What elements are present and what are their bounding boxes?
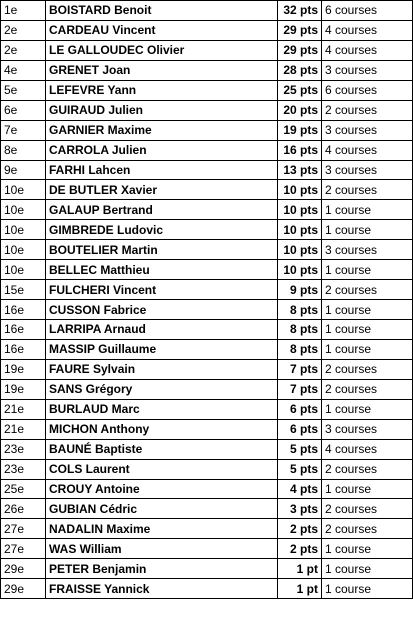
rank-cell: 7e — [1, 120, 46, 140]
name-cell: BELLEC Matthieu — [46, 260, 278, 280]
name-cell: PETER Benjamin — [46, 559, 278, 579]
races-cell: 1 course — [322, 579, 413, 599]
races-cell: 1 course — [322, 300, 413, 320]
table-row — [1, 479, 413, 499]
name-cell: FULCHERI Vincent — [46, 280, 278, 300]
table-row — [1, 379, 413, 399]
points-cell: 6 pts — [278, 399, 322, 419]
table-row — [1, 20, 413, 40]
races-cell: 3 courses — [322, 120, 413, 140]
name-cell: WAS William — [46, 539, 278, 559]
table-row — [1, 80, 413, 100]
rank-cell: 8e — [1, 140, 46, 160]
name-cell: LEFEVRE Yann — [46, 80, 278, 100]
name-cell: GUBIAN Cédric — [46, 499, 278, 519]
points-cell: 6 pts — [278, 419, 322, 439]
name-cell: FAURE Sylvain — [46, 359, 278, 379]
races-cell: 4 courses — [322, 40, 413, 60]
races-cell: 6 courses — [322, 80, 413, 100]
races-cell: 4 courses — [322, 20, 413, 40]
name-cell: BOISTARD Benoit — [46, 1, 278, 21]
rank-cell: 23e — [1, 439, 46, 459]
name-cell: GRENET Joan — [46, 60, 278, 80]
races-cell: 2 courses — [322, 100, 413, 120]
name-cell: BAUNÉ Baptiste — [46, 439, 278, 459]
rank-cell: 15e — [1, 280, 46, 300]
table-row — [1, 519, 413, 539]
rank-cell: 4e — [1, 60, 46, 80]
rank-cell: 10e — [1, 240, 46, 260]
rank-cell: 2e — [1, 40, 46, 60]
name-cell: MICHON Anthony — [46, 419, 278, 439]
table-row — [1, 559, 413, 579]
points-cell: 16 pts — [278, 140, 322, 160]
points-cell: 2 pts — [278, 539, 322, 559]
name-cell: GUIRAUD Julien — [46, 100, 278, 120]
table-row — [1, 260, 413, 280]
table-row — [1, 579, 413, 599]
name-cell: CARROLA Julien — [46, 140, 278, 160]
table-row — [1, 120, 413, 140]
races-cell: 2 courses — [322, 359, 413, 379]
table-row — [1, 40, 413, 60]
points-cell: 5 pts — [278, 459, 322, 479]
points-cell: 29 pts — [278, 20, 322, 40]
points-cell: 1 pt — [278, 579, 322, 599]
races-cell: 1 course — [322, 200, 413, 220]
rank-cell: 21e — [1, 399, 46, 419]
name-cell: CROUY Antoine — [46, 479, 278, 499]
name-cell: LARRIPA Arnaud — [46, 320, 278, 340]
rank-cell: 19e — [1, 359, 46, 379]
points-cell: 10 pts — [278, 220, 322, 240]
rank-cell: 6e — [1, 100, 46, 120]
races-cell: 2 courses — [322, 280, 413, 300]
races-cell: 3 courses — [322, 240, 413, 260]
table-row — [1, 1, 413, 21]
rank-cell: 27e — [1, 519, 46, 539]
races-cell: 1 course — [322, 260, 413, 280]
table-row — [1, 399, 413, 419]
table-row — [1, 220, 413, 240]
table-row — [1, 499, 413, 519]
points-cell: 3 pts — [278, 499, 322, 519]
name-cell: SANS Grégory — [46, 379, 278, 399]
races-cell: 1 course — [322, 539, 413, 559]
name-cell: CUSSON Fabrice — [46, 300, 278, 320]
points-cell: 7 pts — [278, 379, 322, 399]
points-cell: 2 pts — [278, 519, 322, 539]
races-cell: 1 course — [322, 339, 413, 359]
points-cell: 28 pts — [278, 60, 322, 80]
rank-cell: 23e — [1, 459, 46, 479]
points-cell: 7 pts — [278, 359, 322, 379]
table-row — [1, 180, 413, 200]
races-cell: 3 courses — [322, 419, 413, 439]
races-cell: 2 courses — [322, 459, 413, 479]
name-cell: BURLAUD Marc — [46, 399, 278, 419]
points-cell: 10 pts — [278, 200, 322, 220]
races-cell: 2 courses — [322, 180, 413, 200]
table-row — [1, 280, 413, 300]
rank-cell: 21e — [1, 419, 46, 439]
name-cell: GARNIER Maxime — [46, 120, 278, 140]
points-cell: 20 pts — [278, 100, 322, 120]
races-cell: 6 courses — [322, 1, 413, 21]
rank-cell: 2e — [1, 20, 46, 40]
races-cell: 3 courses — [322, 60, 413, 80]
rank-cell: 1e — [1, 1, 46, 21]
name-cell: FRAISSE Yannick — [46, 579, 278, 599]
rank-cell: 29e — [1, 559, 46, 579]
points-cell: 13 pts — [278, 160, 322, 180]
name-cell: BOUTELIER Martin — [46, 240, 278, 260]
table-row — [1, 240, 413, 260]
races-cell: 3 courses — [322, 160, 413, 180]
table-row — [1, 300, 413, 320]
rank-cell: 19e — [1, 379, 46, 399]
races-cell: 2 courses — [322, 519, 413, 539]
table-row — [1, 60, 413, 80]
points-cell: 9 pts — [278, 280, 322, 300]
name-cell: FARHI Lahcen — [46, 160, 278, 180]
rank-cell: 27e — [1, 539, 46, 559]
rank-cell: 9e — [1, 160, 46, 180]
ranking-table-body — [1, 1, 413, 599]
points-cell: 10 pts — [278, 240, 322, 260]
points-cell: 8 pts — [278, 300, 322, 320]
table-row — [1, 100, 413, 120]
rank-cell: 16e — [1, 300, 46, 320]
points-cell: 8 pts — [278, 320, 322, 340]
rank-cell: 26e — [1, 499, 46, 519]
table-row — [1, 459, 413, 479]
rank-cell: 10e — [1, 180, 46, 200]
name-cell: NADALIN Maxime — [46, 519, 278, 539]
rank-cell: 10e — [1, 200, 46, 220]
name-cell: MASSIP Guillaume — [46, 339, 278, 359]
name-cell: DE BUTLER Xavier — [46, 180, 278, 200]
points-cell: 29 pts — [278, 40, 322, 60]
points-cell: 5 pts — [278, 439, 322, 459]
races-cell: 1 course — [322, 220, 413, 240]
table-row — [1, 539, 413, 559]
name-cell: COLS Laurent — [46, 459, 278, 479]
table-row — [1, 359, 413, 379]
table-row — [1, 140, 413, 160]
points-cell: 25 pts — [278, 80, 322, 100]
races-cell: 2 courses — [322, 379, 413, 399]
name-cell: GALAUP Bertrand — [46, 200, 278, 220]
points-cell: 4 pts — [278, 479, 322, 499]
points-cell: 1 pt — [278, 559, 322, 579]
points-cell: 19 pts — [278, 120, 322, 140]
races-cell: 1 course — [322, 479, 413, 499]
table-row — [1, 439, 413, 459]
races-cell: 1 course — [322, 559, 413, 579]
name-cell: LE GALLOUDEC Olivier — [46, 40, 278, 60]
points-cell: 8 pts — [278, 339, 322, 359]
points-cell: 32 pts — [278, 1, 322, 21]
rank-cell: 29e — [1, 579, 46, 599]
table-row — [1, 160, 413, 180]
table-row — [1, 419, 413, 439]
table-row — [1, 200, 413, 220]
points-cell: 10 pts — [278, 180, 322, 200]
name-cell: GIMBREDE Ludovic — [46, 220, 278, 240]
races-cell: 1 course — [322, 399, 413, 419]
rank-cell: 10e — [1, 260, 46, 280]
name-cell: CARDEAU Vincent — [46, 20, 278, 40]
rank-cell: 16e — [1, 339, 46, 359]
table-row — [1, 320, 413, 340]
rank-cell: 10e — [1, 220, 46, 240]
races-cell: 2 courses — [322, 499, 413, 519]
points-cell: 10 pts — [278, 260, 322, 280]
races-cell: 4 courses — [322, 439, 413, 459]
rank-cell: 25e — [1, 479, 46, 499]
rank-cell: 16e — [1, 320, 46, 340]
table-row — [1, 339, 413, 359]
races-cell: 4 courses — [322, 140, 413, 160]
rank-cell: 5e — [1, 80, 46, 100]
races-cell: 1 course — [322, 320, 413, 340]
